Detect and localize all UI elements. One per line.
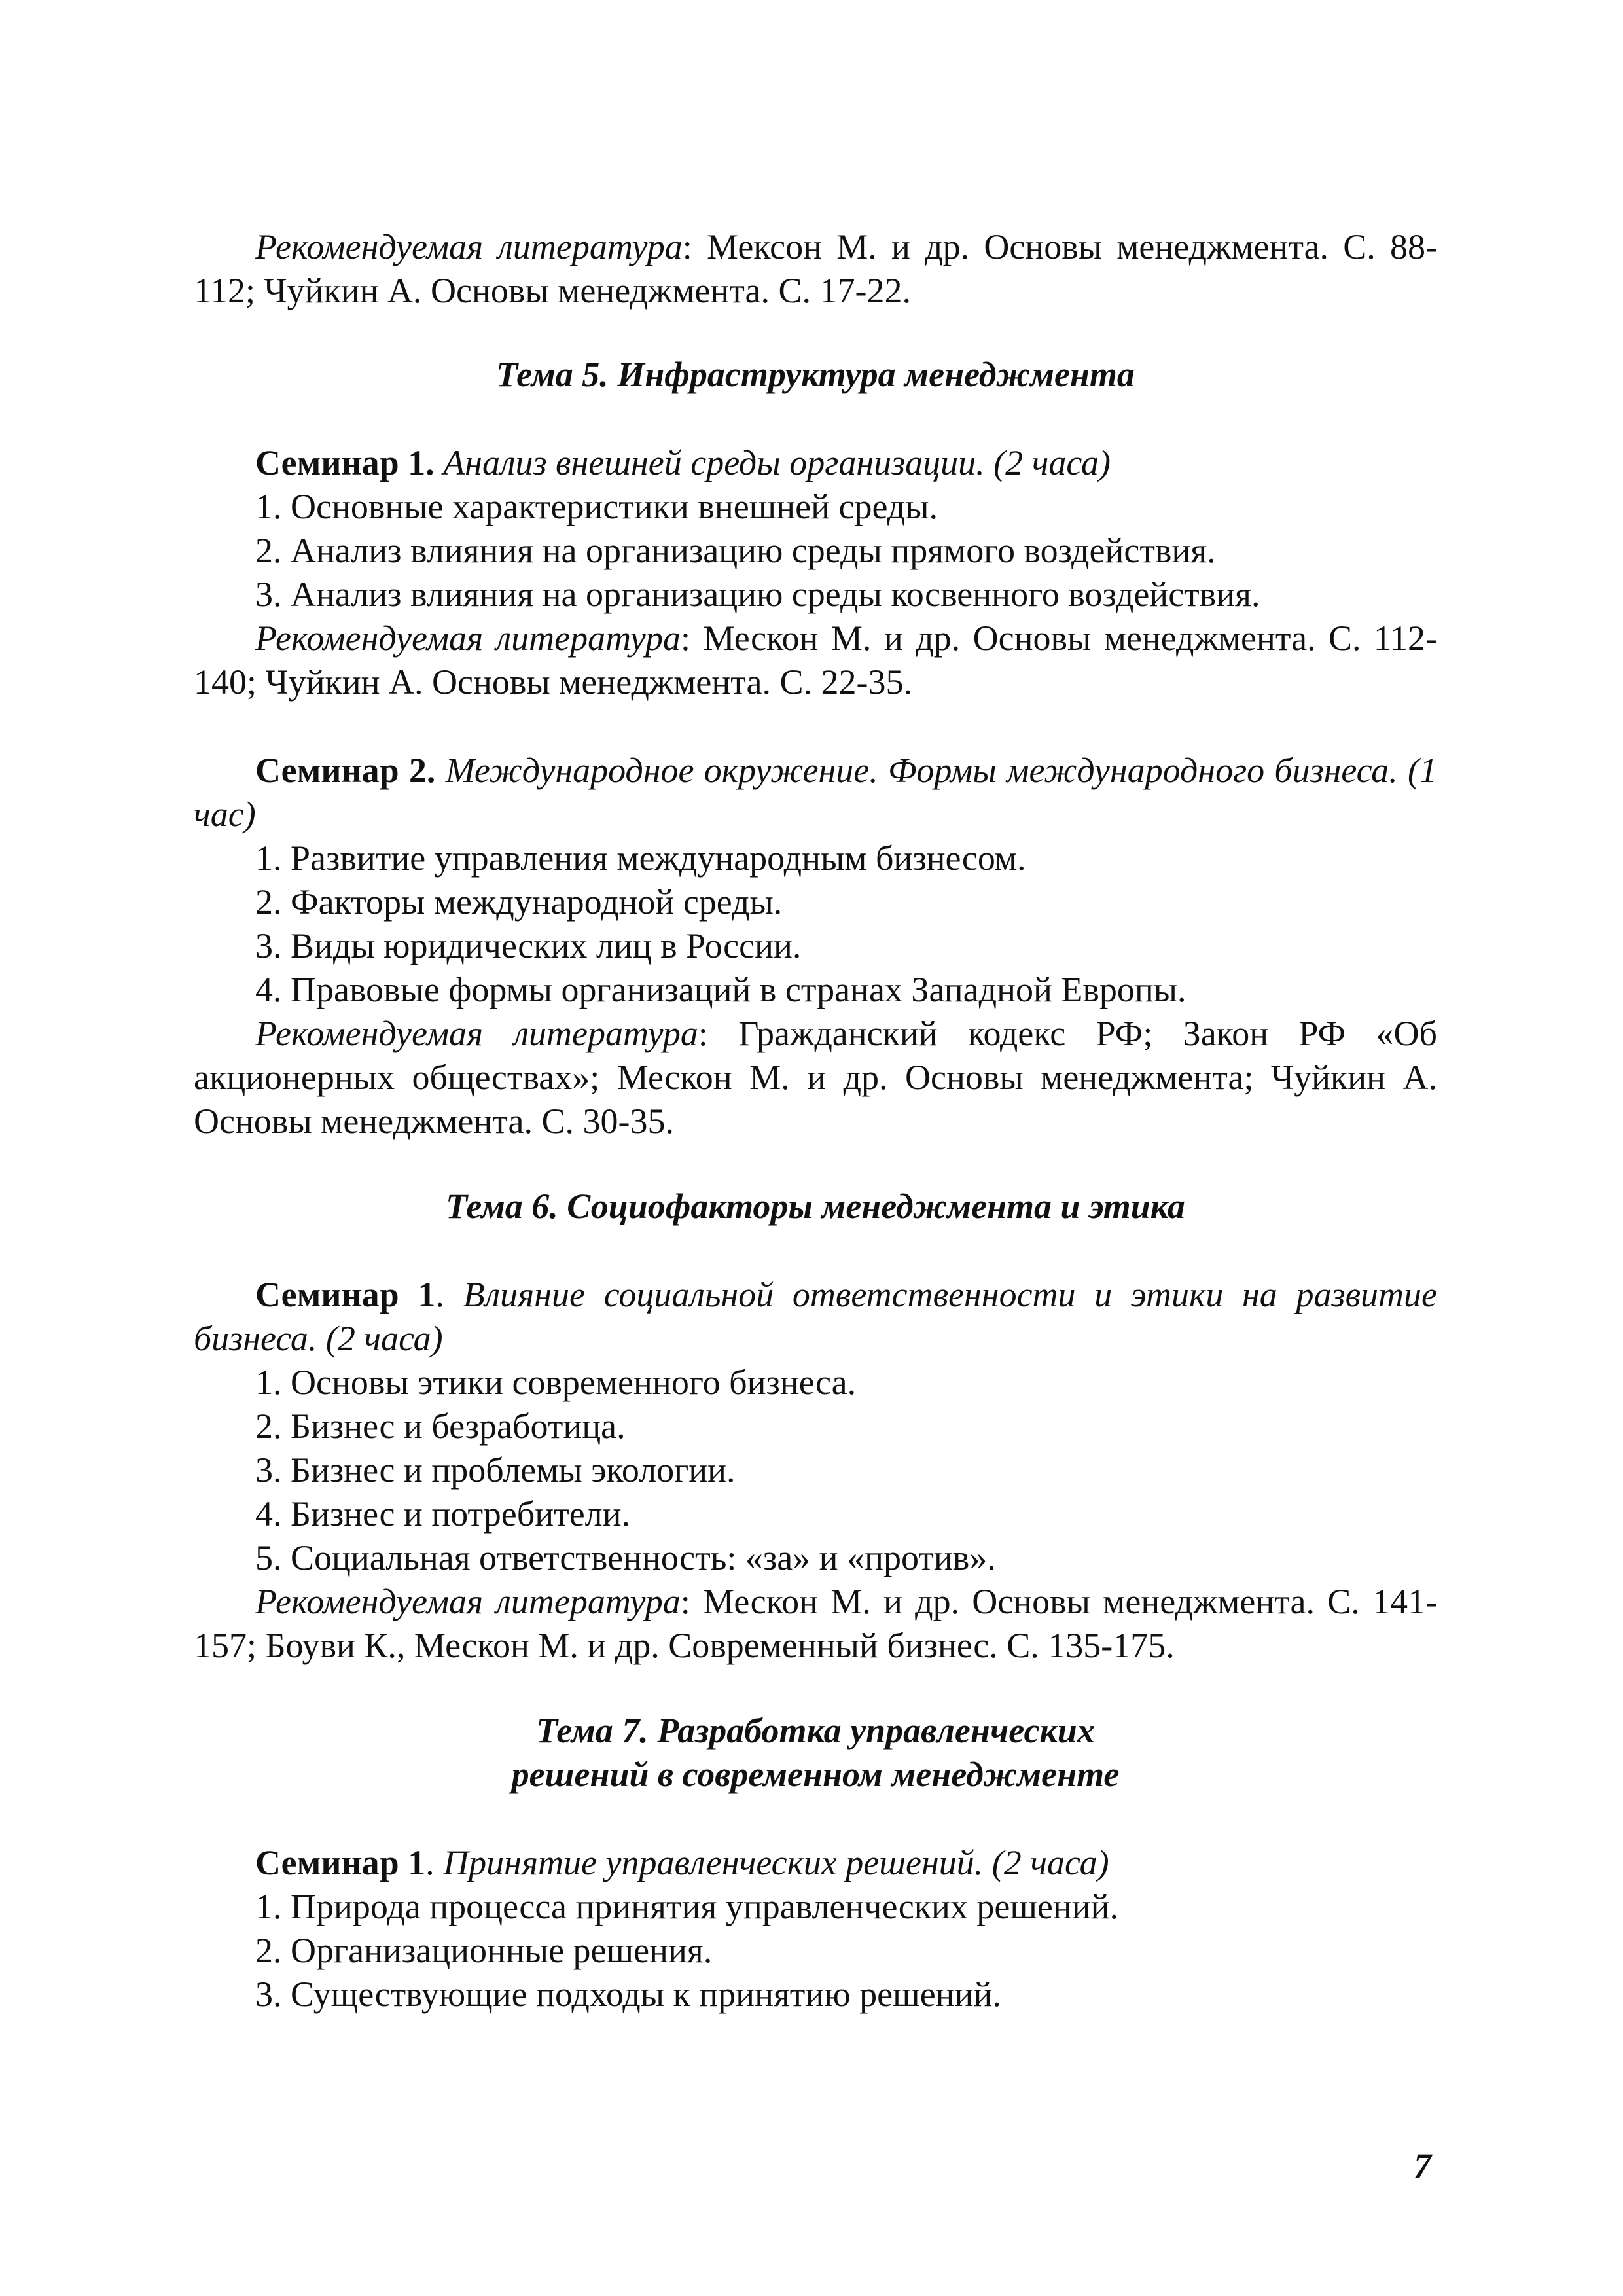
- topic5-seminar2-reference: [194, 1012, 1437, 1143]
- ref-label: Рекомендуемая литература: [255, 619, 681, 658]
- seminar-title: Международное окружение. Формы международного бизнеса. (1 час): [194, 751, 1438, 834]
- topic6-seminar1-reference: [194, 1580, 1437, 1668]
- page-body: [194, 225, 1437, 2017]
- topic5-seminar2-title: [194, 749, 1437, 836]
- list-item: 1. Основы этики современного бизнеса.: [255, 1363, 857, 1402]
- ref-text: : Гражданский кодекс РФ; Закон РФ «Об акционерных обществах»; Мескон М. и др. Основы менеджмента; Чуйкин А. Основы менеджмента. С. 30-35.: [194, 1014, 1438, 1141]
- seminar-title: Анализ внешней среды организации. (2 часа): [443, 443, 1111, 482]
- list-item: 2. Бизнес и безработица.: [255, 1407, 626, 1446]
- page-number: 7: [1414, 2146, 1431, 2185]
- seminar-title: Влияние социальной ответственности и этики на развитие бизнеса. (2 часа): [194, 1275, 1437, 1358]
- list-item: 1. Природа процесса принятия управленческих решений.: [255, 1887, 1119, 1926]
- topic7-heading-line1: Тема 7. Разработка управленческих: [536, 1711, 1095, 1750]
- topic7-seminar1-title: [194, 1841, 1437, 1885]
- list-item: 3. Бизнес и проблемы экологии.: [255, 1450, 736, 1490]
- list-item: 3. Виды юридических лиц в России.: [255, 926, 802, 965]
- topic7-heading-line2: решений в современном менеджменте: [511, 1755, 1120, 1794]
- list-item: 2. Факторы международной среды.: [255, 882, 783, 922]
- list-item: 1. Основные характеристики внешней среды.: [255, 487, 938, 526]
- topic5-heading: Тема 5. Инфраструктура менеджмента: [496, 355, 1135, 394]
- list-item: 5. Социальная ответственность: «за» и «против».: [255, 1538, 996, 1577]
- ref-text: : Мексон М. и др. Основы менеджмента. С. 88-112; Чуйкин А. Основы менеджмента. С. 17-22.: [194, 227, 1438, 310]
- list-item: 3. Существующие подходы к принятию решений.: [255, 1975, 1001, 2014]
- ref-label: Рекомендуемая литература: [255, 1014, 698, 1053]
- list-item: 4. Правовые формы организаций в странах Западной Европы.: [255, 970, 1186, 1009]
- list-item: 2. Организационные решения.: [255, 1931, 713, 1970]
- ref-label: Рекомендуемая литература: [255, 227, 683, 266]
- seminar-label: Семинар 1: [255, 1275, 436, 1314]
- dot: .: [425, 1843, 435, 1882]
- list-item: 2. Анализ влияния на организацию среды прямого воздействия.: [255, 531, 1216, 570]
- ref-text: : Мескон М. и др. Основы менеджмента. С. 141-157; Боуви К., Мескон М. и др. Современный бизнес. С. 135-175.: [194, 1582, 1437, 1665]
- list-item: 3. Анализ влияния на организацию среды косвенного воздействия.: [255, 575, 1260, 614]
- topic5-seminar1-title: [194, 441, 1437, 485]
- dot: .: [435, 1275, 444, 1314]
- topic6-heading: Тема 6. Социофакторы менеджмента и этика: [446, 1187, 1185, 1226]
- seminar-label: Семинар 2.: [255, 751, 436, 790]
- seminar-label: Семинар 1: [255, 1843, 426, 1882]
- ref-text: : Мескон М. и др. Основы менеджмента. С. 112-140; Чуйкин А. Основы менеджмента. С. 22-35.: [194, 619, 1437, 702]
- seminar-title: Принятие управленческих решений. (2 часа): [443, 1843, 1109, 1882]
- topic6-seminar1-title: [194, 1273, 1437, 1361]
- list-item: 1. Развитие управления международным бизнесом.: [255, 838, 1026, 878]
- list-item: 4. Бизнес и потребители.: [255, 1494, 631, 1534]
- topic5-seminar1-reference: [194, 617, 1437, 704]
- seminar-label: Семинар 1.: [255, 443, 435, 482]
- top-reference: [194, 225, 1437, 313]
- ref-label: Рекомендуемая литература: [255, 1582, 681, 1621]
